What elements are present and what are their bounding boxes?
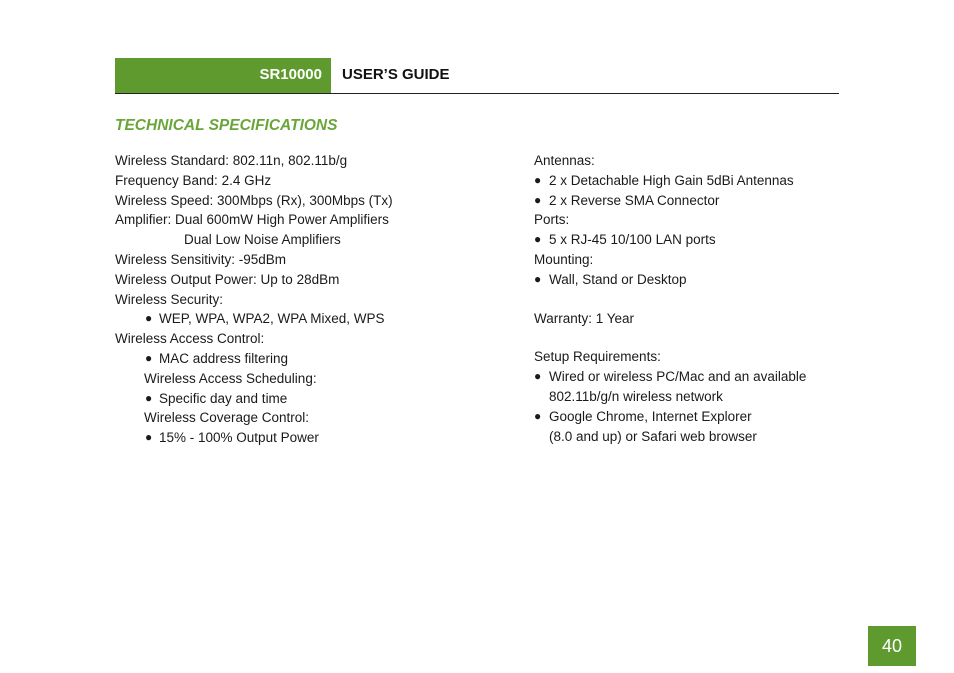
spec-setup-item-1-line-1: Wired or wireless PC/Mac and an available xyxy=(549,369,807,385)
specs-left-column xyxy=(115,151,515,448)
list-item xyxy=(115,389,515,409)
spec-setup-item-2-line-1: Google Chrome, Internet Explorer xyxy=(549,408,752,424)
spec-frequency-band: Frequency Band: 2.4 GHz xyxy=(115,172,272,188)
spec-antennas-item: 2 x Detachable High Gain 5dBi Antennas xyxy=(549,172,794,188)
list-item xyxy=(115,428,515,448)
spec-antennas-item: 2 x Reverse SMA Connector xyxy=(549,192,720,208)
header-model: SR10000 xyxy=(259,66,322,83)
list-item xyxy=(534,270,864,290)
bullet-icon: ● xyxy=(534,369,542,384)
spec-wireless-speed: Wireless Speed: 300Mbps (Rx), 300Mbps (Tx) xyxy=(115,192,393,208)
spec-setup-item-2-line-2: (8.0 and up) or Safari web browser xyxy=(549,428,757,444)
header-bar xyxy=(115,58,331,93)
spec-ports-label: Ports: xyxy=(534,212,570,228)
header-title: USER’S GUIDE xyxy=(342,66,450,83)
spec-amplifier-continued: Dual Low Noise Amplifiers xyxy=(184,232,341,248)
spec-scheduling-label: Wireless Access Scheduling: xyxy=(144,370,317,386)
list-item xyxy=(115,349,515,369)
spec-setup-label: Setup Requirements: xyxy=(534,349,661,365)
spec-wireless-standard: Wireless Standard: 802.11n, 802.11b/g xyxy=(115,153,348,168)
list-item xyxy=(534,230,864,250)
list-item xyxy=(534,171,864,191)
spec-coverage-item: 15% - 100% Output Power xyxy=(159,430,319,446)
list-item xyxy=(534,407,864,447)
spec-output-power: Wireless Output Power: Up to 28dBm xyxy=(115,271,340,287)
bullet-icon: ● xyxy=(534,408,542,423)
bullet-icon: ● xyxy=(145,430,153,445)
spec-security-item: WEP, WPA, WPA2, WPA Mixed, WPS xyxy=(159,311,385,327)
spec-access-control-item: MAC address filtering xyxy=(159,350,289,366)
spec-antennas-label: Antennas: xyxy=(534,153,595,168)
bullet-icon: ● xyxy=(145,390,153,405)
specs-right-column xyxy=(534,151,864,446)
bullet-icon: ● xyxy=(534,232,542,247)
header-divider xyxy=(115,93,839,94)
list-item xyxy=(115,309,515,329)
spec-ports-item: 5 x RJ-45 10/100 LAN ports xyxy=(549,232,716,248)
bullet-icon: ● xyxy=(534,192,542,207)
bullet-icon: ● xyxy=(534,172,542,187)
spec-coverage-label: Wireless Coverage Control: xyxy=(144,410,310,426)
list-item xyxy=(534,367,864,407)
page-number: 40 xyxy=(881,635,903,656)
spec-mounting-label: Mounting: xyxy=(534,251,594,267)
spec-amplifier: Amplifier: Dual 600mW High Power Amplifiers xyxy=(115,212,389,228)
bullet-icon: ● xyxy=(145,350,153,365)
bullet-icon: ● xyxy=(145,311,153,326)
spec-mounting-item: Wall, Stand or Desktop xyxy=(549,271,687,287)
spec-access-control-label: Wireless Access Control: xyxy=(115,331,265,347)
list-item xyxy=(534,191,864,211)
spec-scheduling-item: Specific day and time xyxy=(159,390,288,406)
spec-warranty: Warranty: 1 Year xyxy=(534,310,635,326)
bullet-icon: ● xyxy=(534,271,542,286)
spec-setup-item-1-line-2: 802.11b/g/n wireless network xyxy=(549,388,723,404)
page-number-badge xyxy=(868,626,916,666)
section-title: TECHNICAL SPECIFICATIONS xyxy=(115,117,338,134)
spec-security-label: Wireless Security: xyxy=(115,291,224,307)
spec-sensitivity: Wireless Sensitivity: -95dBm xyxy=(115,251,287,267)
